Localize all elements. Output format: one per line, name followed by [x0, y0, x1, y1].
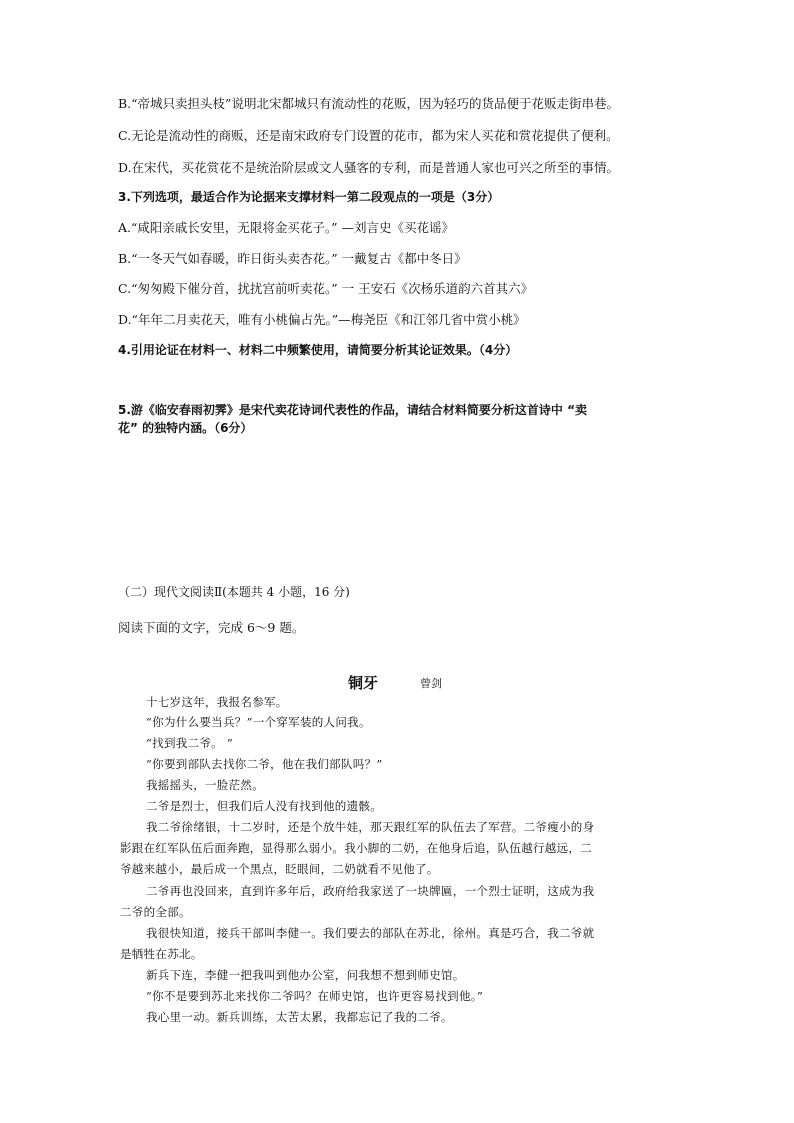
q5-stem-line2: 花” 的独特内涵。（6分） [118, 421, 253, 435]
story-paragraph: “你要到部队去找你二爷，他在我们部队吗？” [146, 757, 383, 771]
q3-option-b: B.“一冬天气如春暖，昨日街头卖杏花。” 一戴复古《都中冬日》 [118, 251, 467, 266]
q4-stem: 4.引用论证在材料一、材料二中频繁使用，请简要分析其论证效果。（4分） [118, 343, 518, 357]
story-paragraph: 是牺牲在苏北。 [120, 947, 203, 961]
story-paragraph: “你为什么要当兵？”一个穿军装的人问我。 [146, 715, 371, 729]
story-paragraph: “你不是要到苏北来找你二爷吗？在师史馆，也许更容易找到他。” [146, 989, 484, 1003]
story-paragraph: 我摇摇头，一脸茫然。 [146, 778, 264, 792]
q2-option-c: C.无论是流动性的商贩，还是南宋政府专门设置的花市，都为宋人买花和赏花提供了便利。 [118, 128, 619, 143]
story-paragraph: 影跟在红军队伍后面奔跑，显得那么弱小。我小脚的二奶，在他身后追，队伍越行越远，二 [120, 841, 592, 855]
story-author: 曾剑 [420, 677, 442, 690]
q5-stem-line1: 5.游《临安春雨初霁》是宋代卖花诗词代表性的作品，请结合材料简要分析这首诗中 “卖 [118, 403, 587, 417]
story-paragraph: 爷越来越小，最后成一个黑点，眨眼间，二奶就看不见他了。 [120, 862, 439, 876]
q2-option-b: B.“帝城只卖担头枝”说明北宋都城只有流动性的花贩，因为轻巧的货品便于花贩走街串巷。 [118, 96, 619, 111]
story-paragraph: 十七岁这年，我报名参军。 [146, 695, 288, 709]
story-paragraph: “找到我二爷。 ” [146, 736, 234, 750]
story-paragraph: 我很快知道，接兵干部叫李健一。我们要去的部队在苏北，徐州。真是巧合，我二爷就 [146, 926, 595, 940]
q3-stem: 3.下列选项，最适合作为论据来支撑材料一第二段观点的一项是（3分） [118, 190, 500, 204]
story-paragraph: 我二爷徐绪银，十二岁时，还是个放牛娃，那天跟红军的队伍去了军营。二爷瘦小的身 [146, 820, 595, 834]
section-heading: （二）现代文阅读Ⅱ(本题共 4 小题，16 分) [118, 585, 350, 599]
q3-option-a: A.“咸阳亲戚长安里，无限将金买花子。” —刘言史《买花谣》 [118, 220, 455, 235]
story-paragraph: 二爷是烈士，但我们后人没有找到他的遗骸。 [146, 799, 382, 813]
q3-option-d: D.“年年二月卖花天，唯有小桃偏占先。”—梅尧臣《和江邻几省中赏小桃》 [118, 312, 526, 327]
story-title: 铜牙 [348, 674, 379, 692]
story-paragraph: 新兵下连，李健一把我叫到他办公室，问我想不想到师史馆。 [146, 968, 465, 982]
story-paragraph: 我心里一动。新兵训练，太苦太累，我都忘记了我的二爷。 [146, 1010, 453, 1024]
section-instruction: 阅读下面的文字，完成 6～9 题。 [118, 620, 305, 635]
story-paragraph: 二爷的全部。 [120, 905, 191, 919]
q3-option-c: C.“匆匆殿下催分首，扰扰宫前听卖花。” 一 王安石《次杨乐道韵六首其六》 [118, 281, 534, 296]
q2-option-d: D.在宋代，买花赏花不是统治阶层或文人骚客的专利，而是普通人家也可兴之所至的事情。 [118, 160, 620, 175]
story-paragraph: 二爷再也没回来，直到许多年后，政府给我家送了一块牌匾，一个烈士证明，这成为我 [146, 884, 595, 898]
